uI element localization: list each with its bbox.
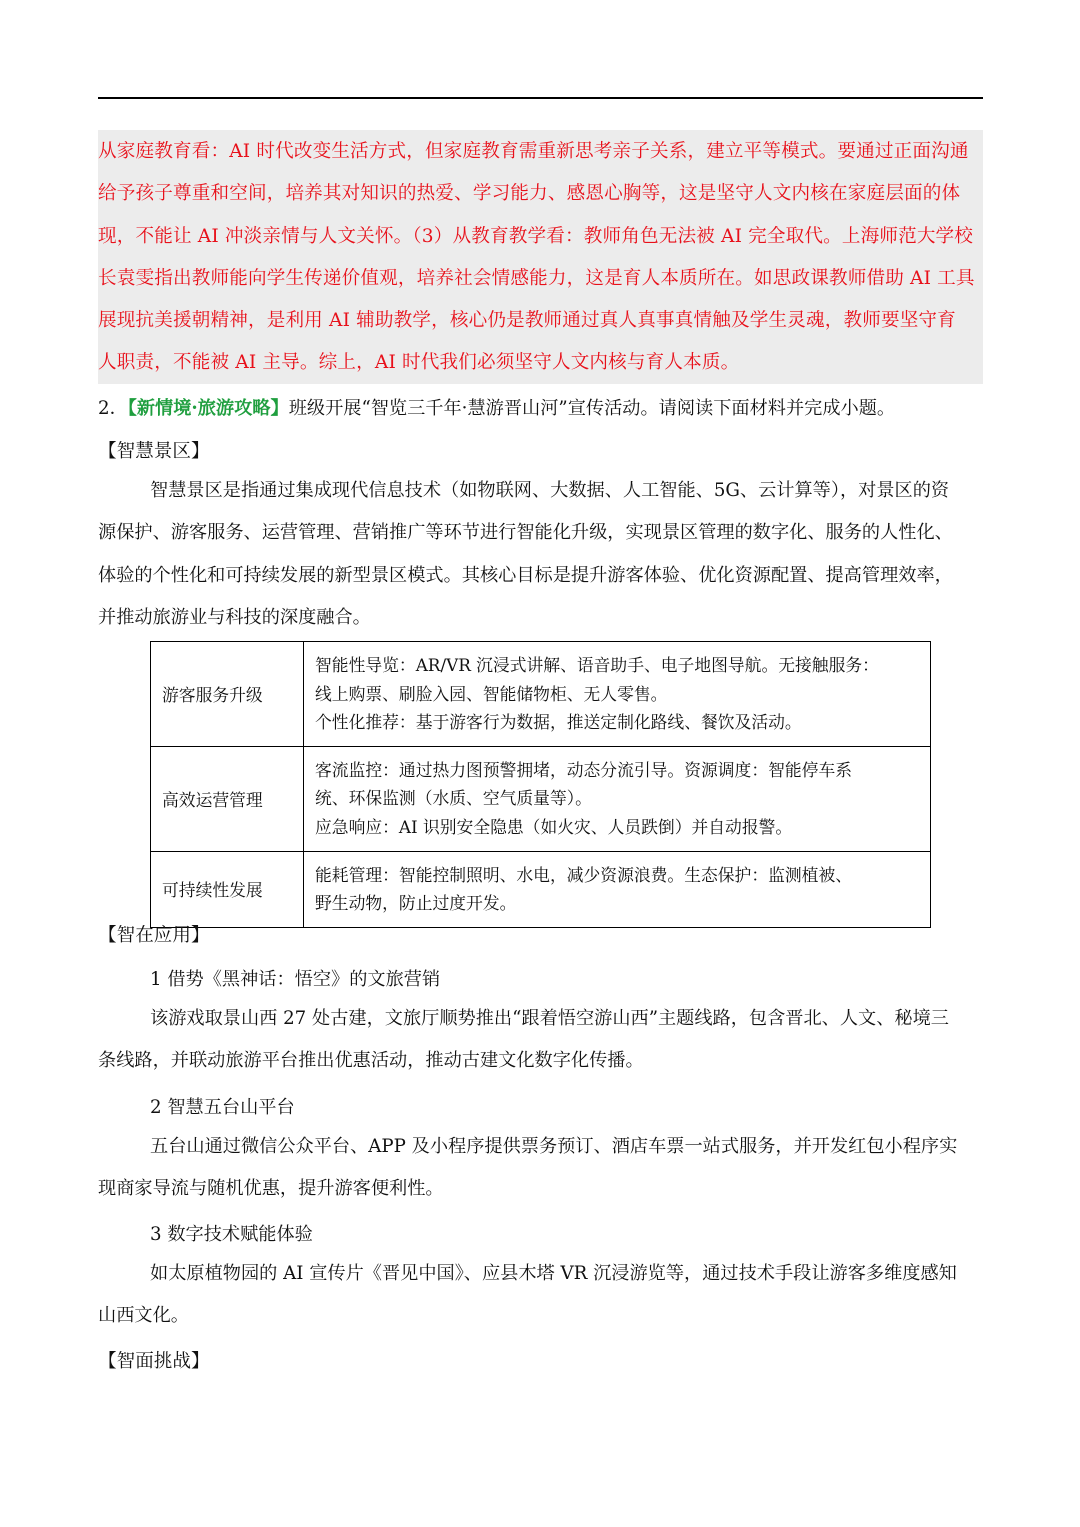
table-description-line: 应急响应：AI 识别安全隐患（如火灾、人员跌倒）并自动报警。 [315,816,793,837]
table-description-line: 统、环保监测（水质、空气质量等）。 [315,788,592,809]
table-description-line: 野生动物，防止过度开发。 [315,893,517,914]
answer-line: 人职责，不能被 AI 主导。综上，AI 时代我们必须坚守人文内核与育人本质。 [98,352,740,374]
paragraph-line: 五台山通过微信公众平台、APP 及小程序提供票务预订、酒店车票一站式服务，并开发红包小程序实 [150,1136,958,1157]
section-title-smart-challenge: 【智面挑战】 [98,1351,210,1372]
item-heading: 1 借势《黑神话：悟空》的文旅营销 [150,969,441,990]
table-category-cell: 高效运营管理 [151,746,304,851]
item-heading: 2 智慧五台山平台 [150,1097,295,1118]
paragraph-line: 条线路，并联动旅游平台推出优惠活动，推动古建文化数字化传播。 [98,1050,644,1072]
table-description-line: 客流监控：通过热力图预警拥堵，动态分流引导。资源调度：智能停车系 [315,759,853,780]
table-description-cell [304,851,931,927]
paragraph-line: 并推动旅游业与科技的深度融合。 [98,606,371,628]
table-row [151,746,931,851]
answer-line: 现，不能让 AI 冲淡亲情与人文关怀。（3）从教育教学看：教师角色无法被 AI 完全取代。上海师范大学校 [98,225,974,247]
question-tag: 【新情境·旅游攻略】 [127,398,289,419]
item-heading: 3 数字技术赋能体验 [150,1224,313,1245]
paragraph-line: 该游戏取景山西 27 处古建，文旅厅顺势推出“跟着悟空游山西”主题线路，包含晋北、人文、秘境三 [150,1008,949,1029]
question-text: 班级开展“智览三千年·慧游晋山河”宣传活动。请阅读下面材料并完成小题。 [288,398,896,419]
table-description-cell [304,746,931,851]
paragraph-line: 智慧景区是指通过集成现代信息技术（如物联网、大数据、人工智能、5G、云计算等），对景区的资 [150,480,950,501]
answer-paragraph [98,131,983,385]
table-category-cell: 游客服务升级 [151,642,304,747]
section-title-smart-application: 【智在应用】 [98,925,210,946]
paragraph-line: 山西文化。 [98,1305,189,1327]
smart-scenic-paragraph [98,470,983,639]
table-description-line: 线上购票、刷脸入园、智能储物柜、无人零售。 [315,683,668,704]
paragraph-line: 体验的个性化和可持续发展的新型景区模式。其核心目标是提升游客体验、优化资源配置、提高管理效率， [98,564,953,586]
answer-line: 展现抗美援朝精神，是利用 AI 辅助教学，核心仍是教师通过真人真事真情触及学生灵魂，教师要坚守育 [98,310,956,332]
answer-line: 给予孩子尊重和空间，培养其对知识的热爱、学习能力、感恩心胸等，这是坚守人文内核在家庭层面的体 [98,183,961,205]
item-paragraph [98,1126,983,1211]
answer-line: 长袁雯指出教师能向学生传递价值观，培养社会情感能力，这是育人本质所在。如思政课教师借助 AI 工具 [98,267,975,289]
item-paragraph [98,998,983,1083]
table-row [151,851,931,927]
question-heading [98,394,895,420]
table-description-cell [304,642,931,747]
table-description-line: 智能性导览：AR/VR 沉浸式讲解、语音助手、电子地图导航。无接触服务： [315,655,879,675]
question-number: 2． [98,398,128,419]
table-category-cell: 可持续性发展 [151,851,304,927]
item-paragraph [98,1253,983,1338]
paragraph-line: 现商家导流与随机优惠，提升游客便利性。 [98,1178,444,1200]
paragraph-line: 如太原植物园的 AI 宣传片《晋见中国》、应县木塔 VR 沉浸游览等，通过技术手段让游客多维度感知 [150,1263,957,1284]
section-title-smart-scenic: 【智慧景区】 [98,441,210,462]
table-description-line: 个性化推荐：基于游客行为数据，推送定制化路线、餐饮及活动。 [315,712,802,733]
table-description-line: 能耗管理：智能控制照明、水电，减少资源浪费。生态保护：监测植被、 [315,864,853,885]
table-row [151,642,931,747]
features-table [150,641,931,928]
answer-line: 从家庭教育看：AI 时代改变生活方式，但家庭教育需重新思考亲子关系，建立平等模式。要通过正面沟通 [98,141,969,162]
paragraph-line: 源保护、游客服务、运营管理、营销推广等环节进行智能化升级，实现景区管理的数字化、服务的人性化、 [98,522,953,544]
header-rule [98,97,983,99]
